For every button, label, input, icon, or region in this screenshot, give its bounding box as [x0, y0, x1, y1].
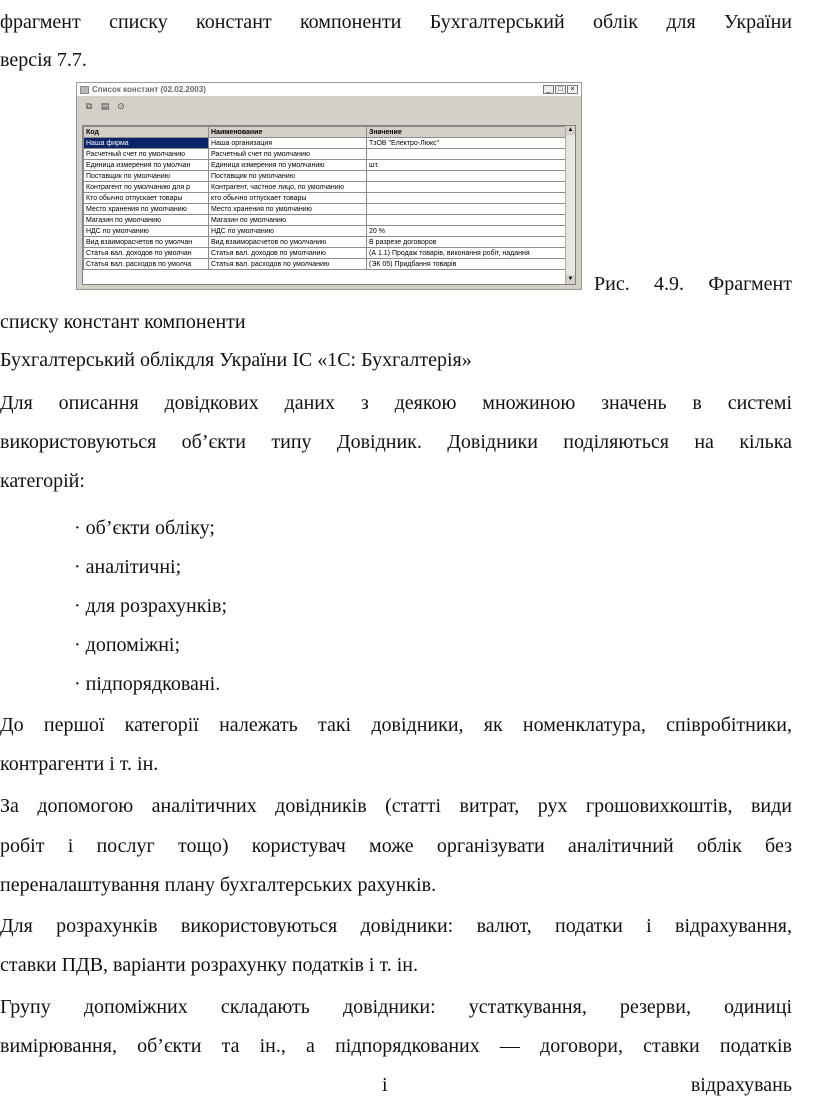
caption-line-3: Бухгалтерський облікдля України ІС «1С: Бухгалтерія»: [0, 349, 472, 371]
column-header-name[interactable]: Наименование: [209, 127, 367, 138]
cell-name: Вид взаиморасчетов по умолчанию: [209, 237, 367, 248]
cell-value: В разрезе договоров: [367, 237, 568, 248]
cell-code: Контрагент по умолчанию для р: [84, 182, 209, 193]
bullet-item: · аналітичні;: [74, 556, 182, 578]
paragraph-1-line-2: використовуються об’єкти типу Довідник. Довідники поділяються на кілька: [0, 431, 792, 453]
cell-name: Контрагент, частное лицо, по умолчанию: [209, 182, 367, 193]
maximize-button[interactable]: □: [555, 85, 566, 94]
bullet-item: · для розрахунків;: [74, 595, 228, 617]
cell-code: Расчетный счет по умолчанию: [84, 149, 209, 160]
paragraph-4-line-1: Для розрахунків використовуються довідники: валют, податки і відрахування,: [0, 915, 792, 937]
cell-name: Статья вал. расходов по умолчанию: [209, 259, 367, 270]
cell-name: Статья вал. доходов по умолчанию: [209, 248, 367, 259]
table-row[interactable]: [84, 160, 568, 171]
paragraph-3-line-1: За допомогою аналітичних довідників (статті витрат, рух грошовихкоштів, види: [0, 795, 792, 817]
cell-name: Место хранения по умолчанию: [209, 204, 367, 215]
constants-list-window: [76, 82, 582, 290]
find-icon[interactable]: ⊙: [117, 101, 125, 111]
vertical-scrollbar[interactable]: [565, 126, 575, 284]
table-row[interactable]: [84, 259, 568, 270]
paragraph-2-line-1: До першої категорії належать такі довідники, як номенклатура, співробітники,: [0, 714, 792, 736]
window-icon: [80, 86, 89, 94]
cell-name: НДС по умолчанию: [209, 226, 367, 237]
column-header-code[interactable]: Код: [84, 127, 209, 138]
paragraph-5-line-2: вимірювання, об’єкти та ін., а підпорядкованих — договори, ставки податків: [0, 1035, 792, 1057]
cell-value: [367, 149, 568, 160]
cell-code: Единица измерения по умолчан: [84, 160, 209, 171]
cell-name: Поставщик по умолчанию: [209, 171, 367, 182]
cell-name: кто обычно отпускает товары: [209, 193, 367, 204]
cell-value: 20 %: [367, 226, 568, 237]
cell-name: Наша организация: [209, 138, 367, 149]
bullet-item: · підпорядковані.: [74, 673, 221, 695]
close-button[interactable]: ×: [567, 85, 578, 94]
cell-name: Расчетный счет по умолчанию: [209, 149, 367, 160]
table-row[interactable]: [84, 182, 568, 193]
cell-code: Статья вал. доходов по умолчан: [84, 248, 209, 259]
table-row[interactable]: [84, 215, 568, 226]
cell-value: ТзОВ "Електро-Люкс": [367, 138, 568, 149]
print-icon[interactable]: ▤: [100, 101, 110, 111]
window-toolbar: [77, 96, 581, 116]
column-header-value[interactable]: Значение: [367, 127, 568, 138]
constants-table: [82, 125, 576, 285]
window-titlebar: [77, 83, 581, 96]
bullet-item: · об’єкти обліку;: [74, 517, 215, 539]
paragraph-3-line-2: робіт і послуг тощо) користувач може організувати аналітичний облік без: [0, 835, 792, 857]
table-row[interactable]: [84, 171, 568, 182]
cell-name: Магазин по умолчанию: [209, 215, 367, 226]
paragraph-1-line-3: категорій:: [0, 470, 85, 492]
table-row[interactable]: [84, 237, 568, 248]
caption-line-2: списку констант компоненти: [0, 311, 246, 333]
cell-code: Магазин по умолчанию: [84, 215, 209, 226]
minimize-button[interactable]: _: [543, 85, 554, 94]
cell-value: [367, 215, 568, 226]
cell-code: Кто обычно отпускает товары: [84, 193, 209, 204]
figure-caption: Рис. 4.9. Фрагмент: [594, 273, 792, 295]
paragraph-2-line-2: контрагенти і т. ін.: [0, 753, 159, 775]
scroll-up-icon[interactable]: ▲: [567, 127, 574, 133]
table-row[interactable]: [84, 204, 568, 215]
table-row[interactable]: [84, 193, 568, 204]
cell-code: Место хранения по умолчанию: [84, 204, 209, 215]
cell-value: (А 1.1) Продаж товарів, виконання робіт, надання: [367, 248, 568, 259]
intro-line-2: версія 7.7.: [0, 49, 87, 71]
cell-code: Наша фирма: [84, 138, 209, 149]
paragraph-5-line-3-mid: і: [382, 1074, 388, 1096]
cell-value: [367, 182, 568, 193]
scroll-down-icon[interactable]: ▼: [567, 276, 574, 282]
copy-icon[interactable]: ⧉: [85, 101, 93, 111]
table-row[interactable]: [84, 138, 568, 149]
cell-value: (ЭК 05) Придбання товарів: [367, 259, 568, 270]
paragraph-1-line-1: Для описання довідкових даних з деякою множиною значень в системі: [0, 392, 792, 414]
paragraph-3-line-3: переналаштування плану бухгалтерських рахунків.: [0, 874, 437, 896]
paragraph-4-line-2: ставки ПДВ, варіанти розрахунку податків і т. ін.: [0, 954, 418, 976]
cell-name: Единица измерения по умолчанию: [209, 160, 367, 171]
table-row[interactable]: [84, 248, 568, 259]
cell-code: Статья вал. расходов по умолча: [84, 259, 209, 270]
cell-code: Вид взаиморасчетов по умолчан: [84, 237, 209, 248]
cell-value: [367, 171, 568, 182]
bullet-item: · допоміжні;: [74, 634, 181, 656]
cell-code: НДС по умолчанию: [84, 226, 209, 237]
cell-code: Поставщик по умолчанию: [84, 171, 209, 182]
paragraph-5-line-1: Групу допоміжних складають довідники: устаткування, резерви, одиниці: [0, 996, 792, 1018]
cell-value: [367, 204, 568, 215]
cell-value: шт.: [367, 160, 568, 171]
table-row[interactable]: [84, 226, 568, 237]
table-row[interactable]: [84, 149, 568, 160]
window-title: Список констант (02.02.2003): [92, 85, 206, 94]
paragraph-5-line-3-right: відрахувань: [690, 1074, 792, 1096]
cell-value: [367, 193, 568, 204]
intro-line-1: фрагмент списку констант компоненти Бухгалтерський облік для України: [0, 11, 792, 33]
